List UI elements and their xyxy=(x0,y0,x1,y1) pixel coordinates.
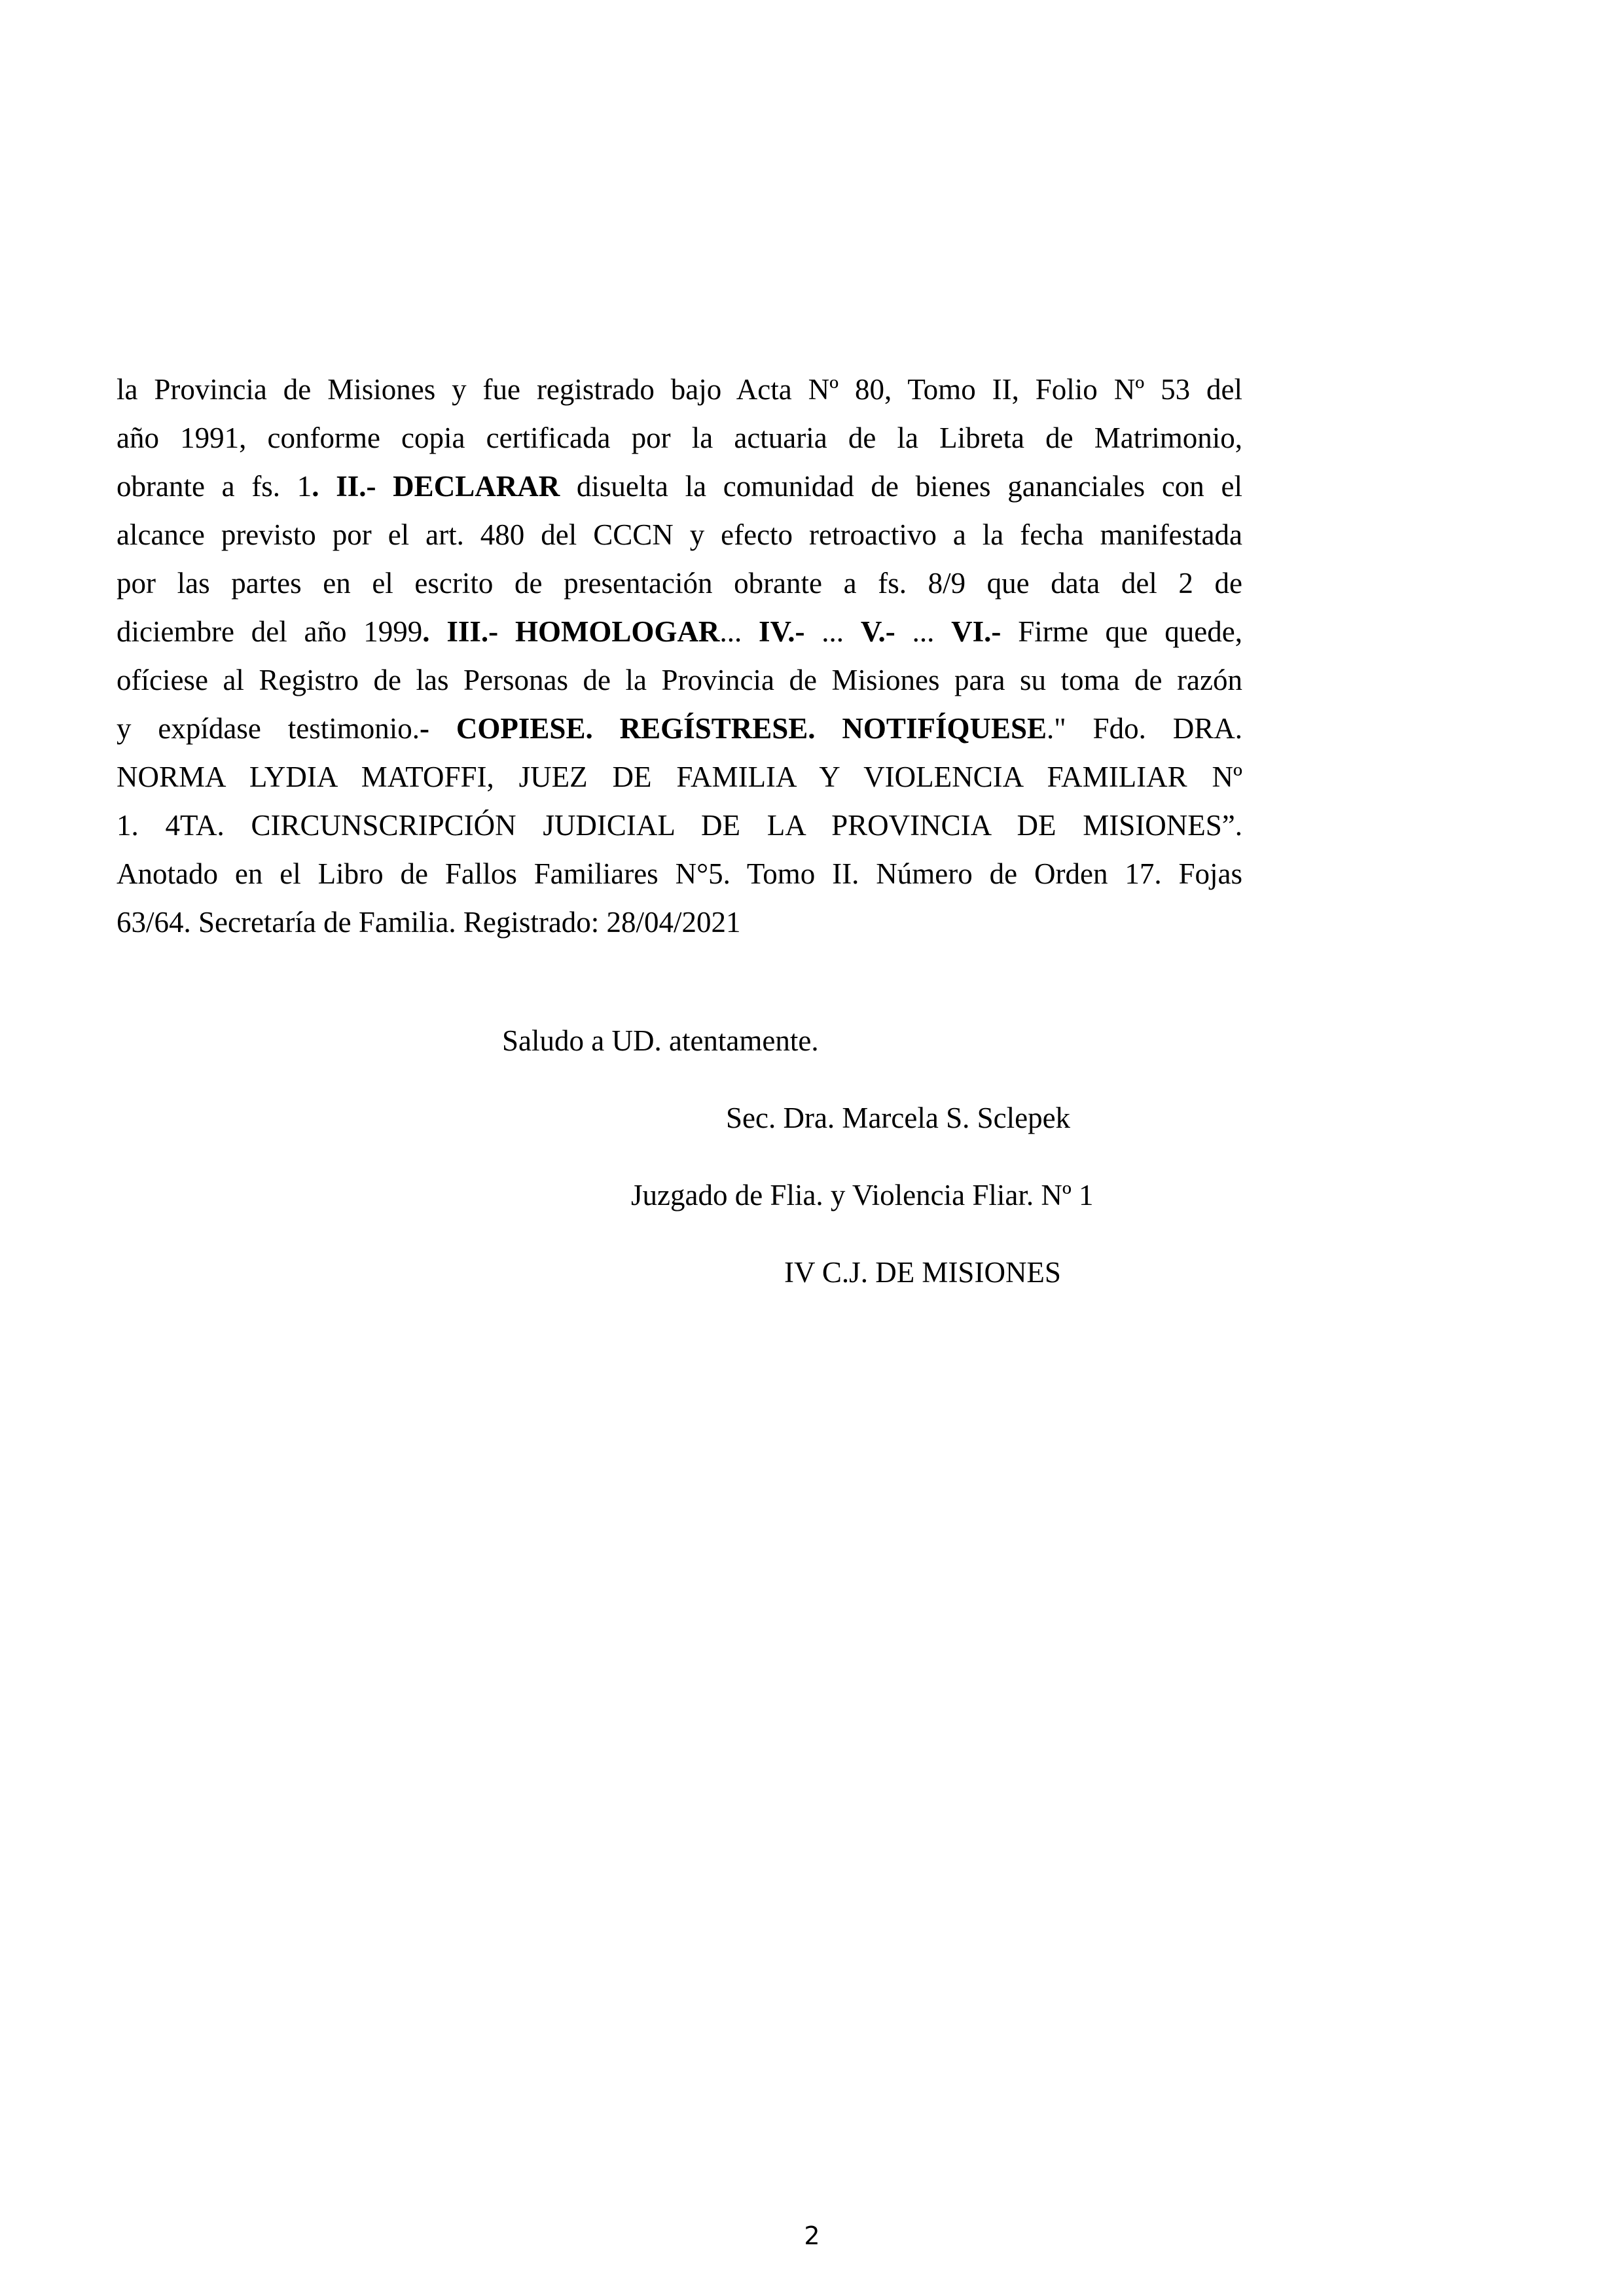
text-segment: obrante a fs. 1 xyxy=(117,470,312,503)
body-line xyxy=(117,704,1242,753)
text-segment: 1. 4TA. CIRCUNSCRIPCIÓN JUDICIAL DE LA PROVINCIA DE MISIONES”. xyxy=(117,809,1242,842)
text-segment: Anotado en el Libro de Fallos Familiares N°5. Tomo II. Número de Orden 17. Fojas xyxy=(117,857,1242,890)
body-line xyxy=(117,414,1242,462)
closing-greeting: Saludo a UD. atentamente. xyxy=(502,1024,819,1057)
text-segment: ... xyxy=(719,615,759,648)
court-name: Juzgado de Flia. y Violencia Fliar. Nº 1 xyxy=(631,1179,1094,1211)
signer-name: Sec. Dra. Marcela S. Sclepek xyxy=(726,1102,1071,1134)
text-segment: 63/64. Secretaría de Familia. Registrado: 28/04/2021 xyxy=(117,906,741,939)
text-segment: ofíciese al Registro de las Personas de la Provincia de Misiones para su toma de razón xyxy=(117,664,1242,696)
text-segment: NORMA LYDIA MATOFFI, JUEZ DE FAMILIA Y VIOLENCIA FAMILIAR Nº xyxy=(117,761,1242,793)
body-line xyxy=(117,801,1242,850)
body-line xyxy=(117,607,1242,656)
text-segment: y expídase testimonio. xyxy=(117,712,420,745)
jurisdiction: IV C.J. DE MISIONES xyxy=(784,1256,1061,1289)
body-line xyxy=(117,462,1242,511)
body-line xyxy=(117,365,1242,414)
text-segment: por las partes en el escrito de presentación obrante a fs. 8/9 que data del 2 de xyxy=(117,567,1242,600)
text-segment: ." Fdo. DRA. xyxy=(1047,712,1243,745)
text-segment: año 1991, conforme copia certificada por la actuaria de la Libreta de Matrimonio, xyxy=(117,422,1242,454)
bold-text-segment: VI.- xyxy=(951,615,1001,648)
text-segment: la Provincia de Misiones y fue registrado bajo Acta Nº 80, Tomo II, Folio Nº 53 del xyxy=(117,373,1242,406)
text-segment: ... xyxy=(804,615,861,648)
bold-text-segment: IV.- xyxy=(759,615,805,648)
bold-text-segment: . II.- DECLARAR xyxy=(312,470,560,503)
body-line xyxy=(117,753,1242,801)
body-line xyxy=(117,850,1242,898)
page-number: 2 xyxy=(804,2221,820,2250)
bold-text-segment: . III.- HOMOLOGAR xyxy=(422,615,720,648)
body-line xyxy=(117,511,1242,559)
body-line xyxy=(117,559,1242,607)
bold-text-segment: - COPIESE. REGÍSTRESE. NOTIFÍQUESE xyxy=(420,712,1047,745)
body-line xyxy=(117,898,1242,946)
bold-text-segment: V.- xyxy=(860,615,895,648)
text-segment: diciembre del año 1999 xyxy=(117,615,423,648)
text-segment: ... xyxy=(895,615,952,648)
body-line xyxy=(117,656,1242,704)
text-segment: alcance previsto por el art. 480 del CCCN y efecto retroactivo a la fecha manifestada xyxy=(117,518,1242,551)
text-segment: Firme que quede, xyxy=(1001,615,1242,648)
text-segment: disuelta la comunidad de bienes gananciales con el xyxy=(560,470,1242,503)
